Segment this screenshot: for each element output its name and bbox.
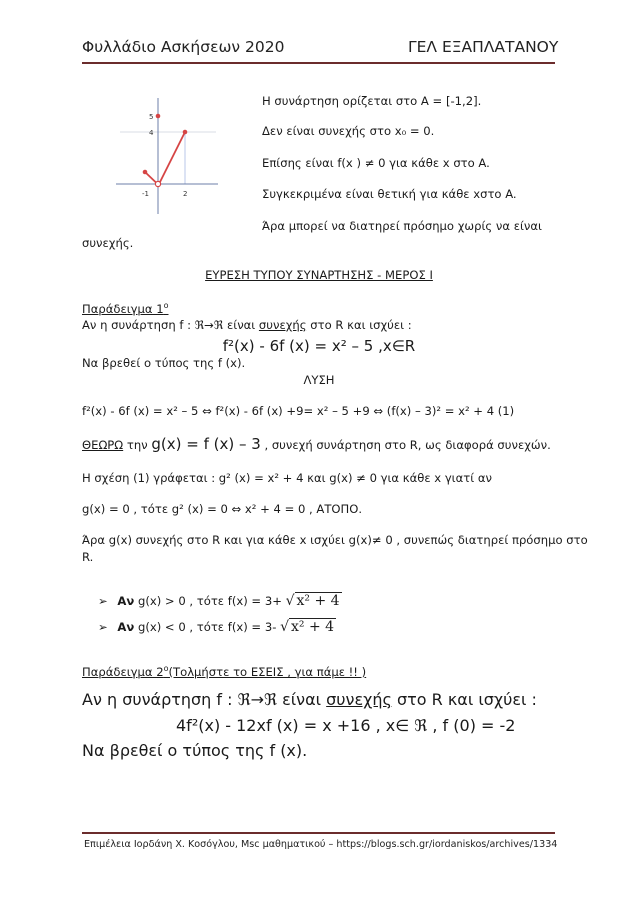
case-2: ➢ Αν g(x) < 0 , τότε f(x) = 3- √ x² + 4	[98, 619, 335, 635]
example2-ask: Να βρεθεί ο τύπος της f (x).	[82, 741, 308, 760]
theoro-line: ΘΕΩΡΩ την g(x) = f (x) – 3 , συνεχή συνάρτηση στο R, ως διαφορά συνεχών.	[82, 435, 551, 453]
intro-line-2: Δεν είναι συνεχής στο x₀ = 0.	[262, 124, 435, 138]
sqrt-icon: √	[280, 619, 289, 635]
example2-statement: Αν η συνάρτηση f : ℜ→ℜ είναι συνεχής στο R και ισχύει :	[82, 690, 537, 709]
y-tick-4: 4	[149, 129, 154, 137]
open-point-origin	[155, 181, 160, 186]
x-tick-minus1: -1	[142, 190, 149, 198]
solution-title: ΛΥΣΗ	[303, 373, 335, 387]
arrow-bullet-icon: ➢	[98, 620, 108, 634]
intro-line-6: συνεχής.	[82, 236, 134, 250]
y-tick-5: 5	[149, 113, 154, 121]
header-divider	[82, 62, 555, 64]
point-minus1	[143, 170, 148, 175]
function-graph	[112, 92, 220, 216]
header-left: Φυλλάδιο Ασκήσεων 2020	[82, 38, 285, 56]
intro-line-3: Επίσης είναι f(x ) ≠ 0 για κάθε x στο A.	[262, 156, 490, 170]
solution-step-1: f²(x) - 6f (x) = x² – 5 ⇔ f²(x) - 6f (x) +9= x² – 5 +9 ⇔ (f(x) – 3)² = x² + 4 (1)	[82, 404, 515, 418]
intro-line-5: Άρα μπορεί να διατηρεί πρόσημο χωρίς να είναι	[262, 219, 542, 233]
arrow-bullet-icon: ➢	[98, 594, 108, 608]
header-right: ΓΕΛ ΕΞΑΠΛΑΤΑΝΟΥ	[408, 38, 559, 56]
point-2-4	[183, 130, 188, 135]
case-1: ➢ Αν g(x) > 0 , τότε f(x) = 3+ √ x² + 4	[98, 593, 340, 609]
example1-equation: f²(x) - 6f (x) = x² – 5 ,x∈R	[222, 337, 416, 355]
footer-text: Επιμέλεια Ιορδάνη Χ. Κοσόγλου, Msc μαθηματικού – https://blogs.sch.gr/iordaniskos/archives/1334	[84, 839, 558, 850]
solution-step-4b: R.	[82, 550, 94, 564]
solution-step-2: Η σχέση (1) γράφεται : g² (x) = x² + 4 και g(x) ≠ 0 για κάθε x γιατί αν	[82, 471, 492, 485]
point-0-5	[156, 114, 161, 119]
intro-line-1: Η συνάρτηση ορίζεται στο A = [-1,2].	[262, 94, 482, 108]
sqrt-icon: √	[285, 593, 295, 609]
example1-ask: Να βρεθεί ο τύπος της f (x).	[82, 356, 246, 370]
example2-equation: 4f²(x) - 12xf (x) = x +16 , x∈ ℜ , f (0) = -2	[176, 716, 516, 735]
example1-statement: Αν η συνάρτηση f : ℜ→ℜ είναι συνεχής στο R και ισχύει :	[82, 318, 412, 332]
example1-title: Παράδειγμα $1^o$	[82, 301, 169, 316]
section-title: ΕΥΡΕΣΗ ΤΥΠΟΥ ΣΥΝΑΡΤΗΣΗΣ - ΜΕΡΟΣ Ι	[205, 268, 433, 282]
solution-step-3: g(x) = 0 , τότε g² (x) = 0 ⇔ x² + 4 = 0 , ΑΤΟΠΟ.	[82, 502, 363, 516]
solution-step-4a: Άρα g(x) συνεχής στο R και για κάθε x ισχύει g(x)≠ 0 , συνεπώς διατηρεί πρόσημο στο	[82, 533, 588, 547]
intro-line-4: Συγκεκριμένα είναι θετική για κάθε xστο A.	[262, 187, 517, 201]
footer-divider	[82, 832, 555, 834]
x-tick-2: 2	[183, 190, 188, 198]
example2-title: Παράδειγμα $2^o(To\lambda\mu ή\sigma\tau\varepsilon$ το ΕΣΕΙΣ , για πάμε !! )	[82, 664, 367, 679]
